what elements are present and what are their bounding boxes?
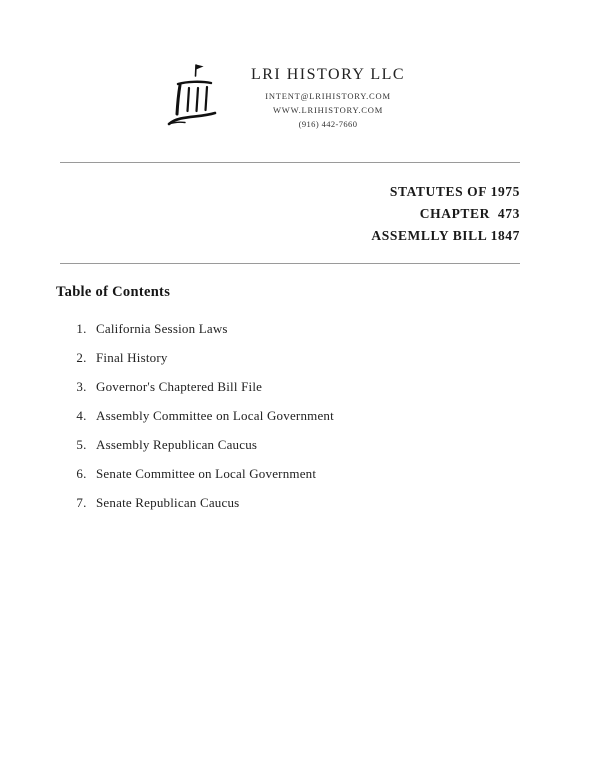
toc-list (70, 321, 520, 511)
toc-item: 2. Final History (90, 350, 520, 366)
company-name: LRI HISTORY LLC (250, 66, 406, 83)
toc-item: 1. California Session Laws (90, 321, 520, 337)
letterhead (0, 60, 600, 134)
company-email: INTENT@LRIHISTORY.COM (265, 91, 391, 101)
statutes-line: STATUTES OF 1975 (389, 184, 520, 199)
toc-item: 5. Assembly Republican Caucus (90, 437, 520, 453)
company-website: WWW.LRIHISTORY.COM (272, 105, 384, 115)
toc-item: 4. Assembly Committee on Local Government (90, 408, 520, 424)
bill-line: ASSEMLLY BILL 1847 (371, 228, 520, 243)
company-phone: (916) 442-7660 (298, 119, 358, 129)
capitol-sketch-logo-icon (165, 62, 223, 134)
toc-item: 6. Senate Committee on Local Government (90, 466, 520, 482)
toc-item: 3. Governor's Chaptered Bill File (90, 379, 520, 395)
divider-bottom (60, 263, 520, 264)
document-reference (60, 181, 520, 247)
chapter-line: CHAPTER 473 (419, 206, 520, 221)
divider-top (60, 162, 520, 163)
toc-title: Table of Contents (56, 284, 171, 300)
toc-item: 7. Senate Republican Caucus (90, 495, 520, 511)
letterhead-text (251, 60, 405, 129)
